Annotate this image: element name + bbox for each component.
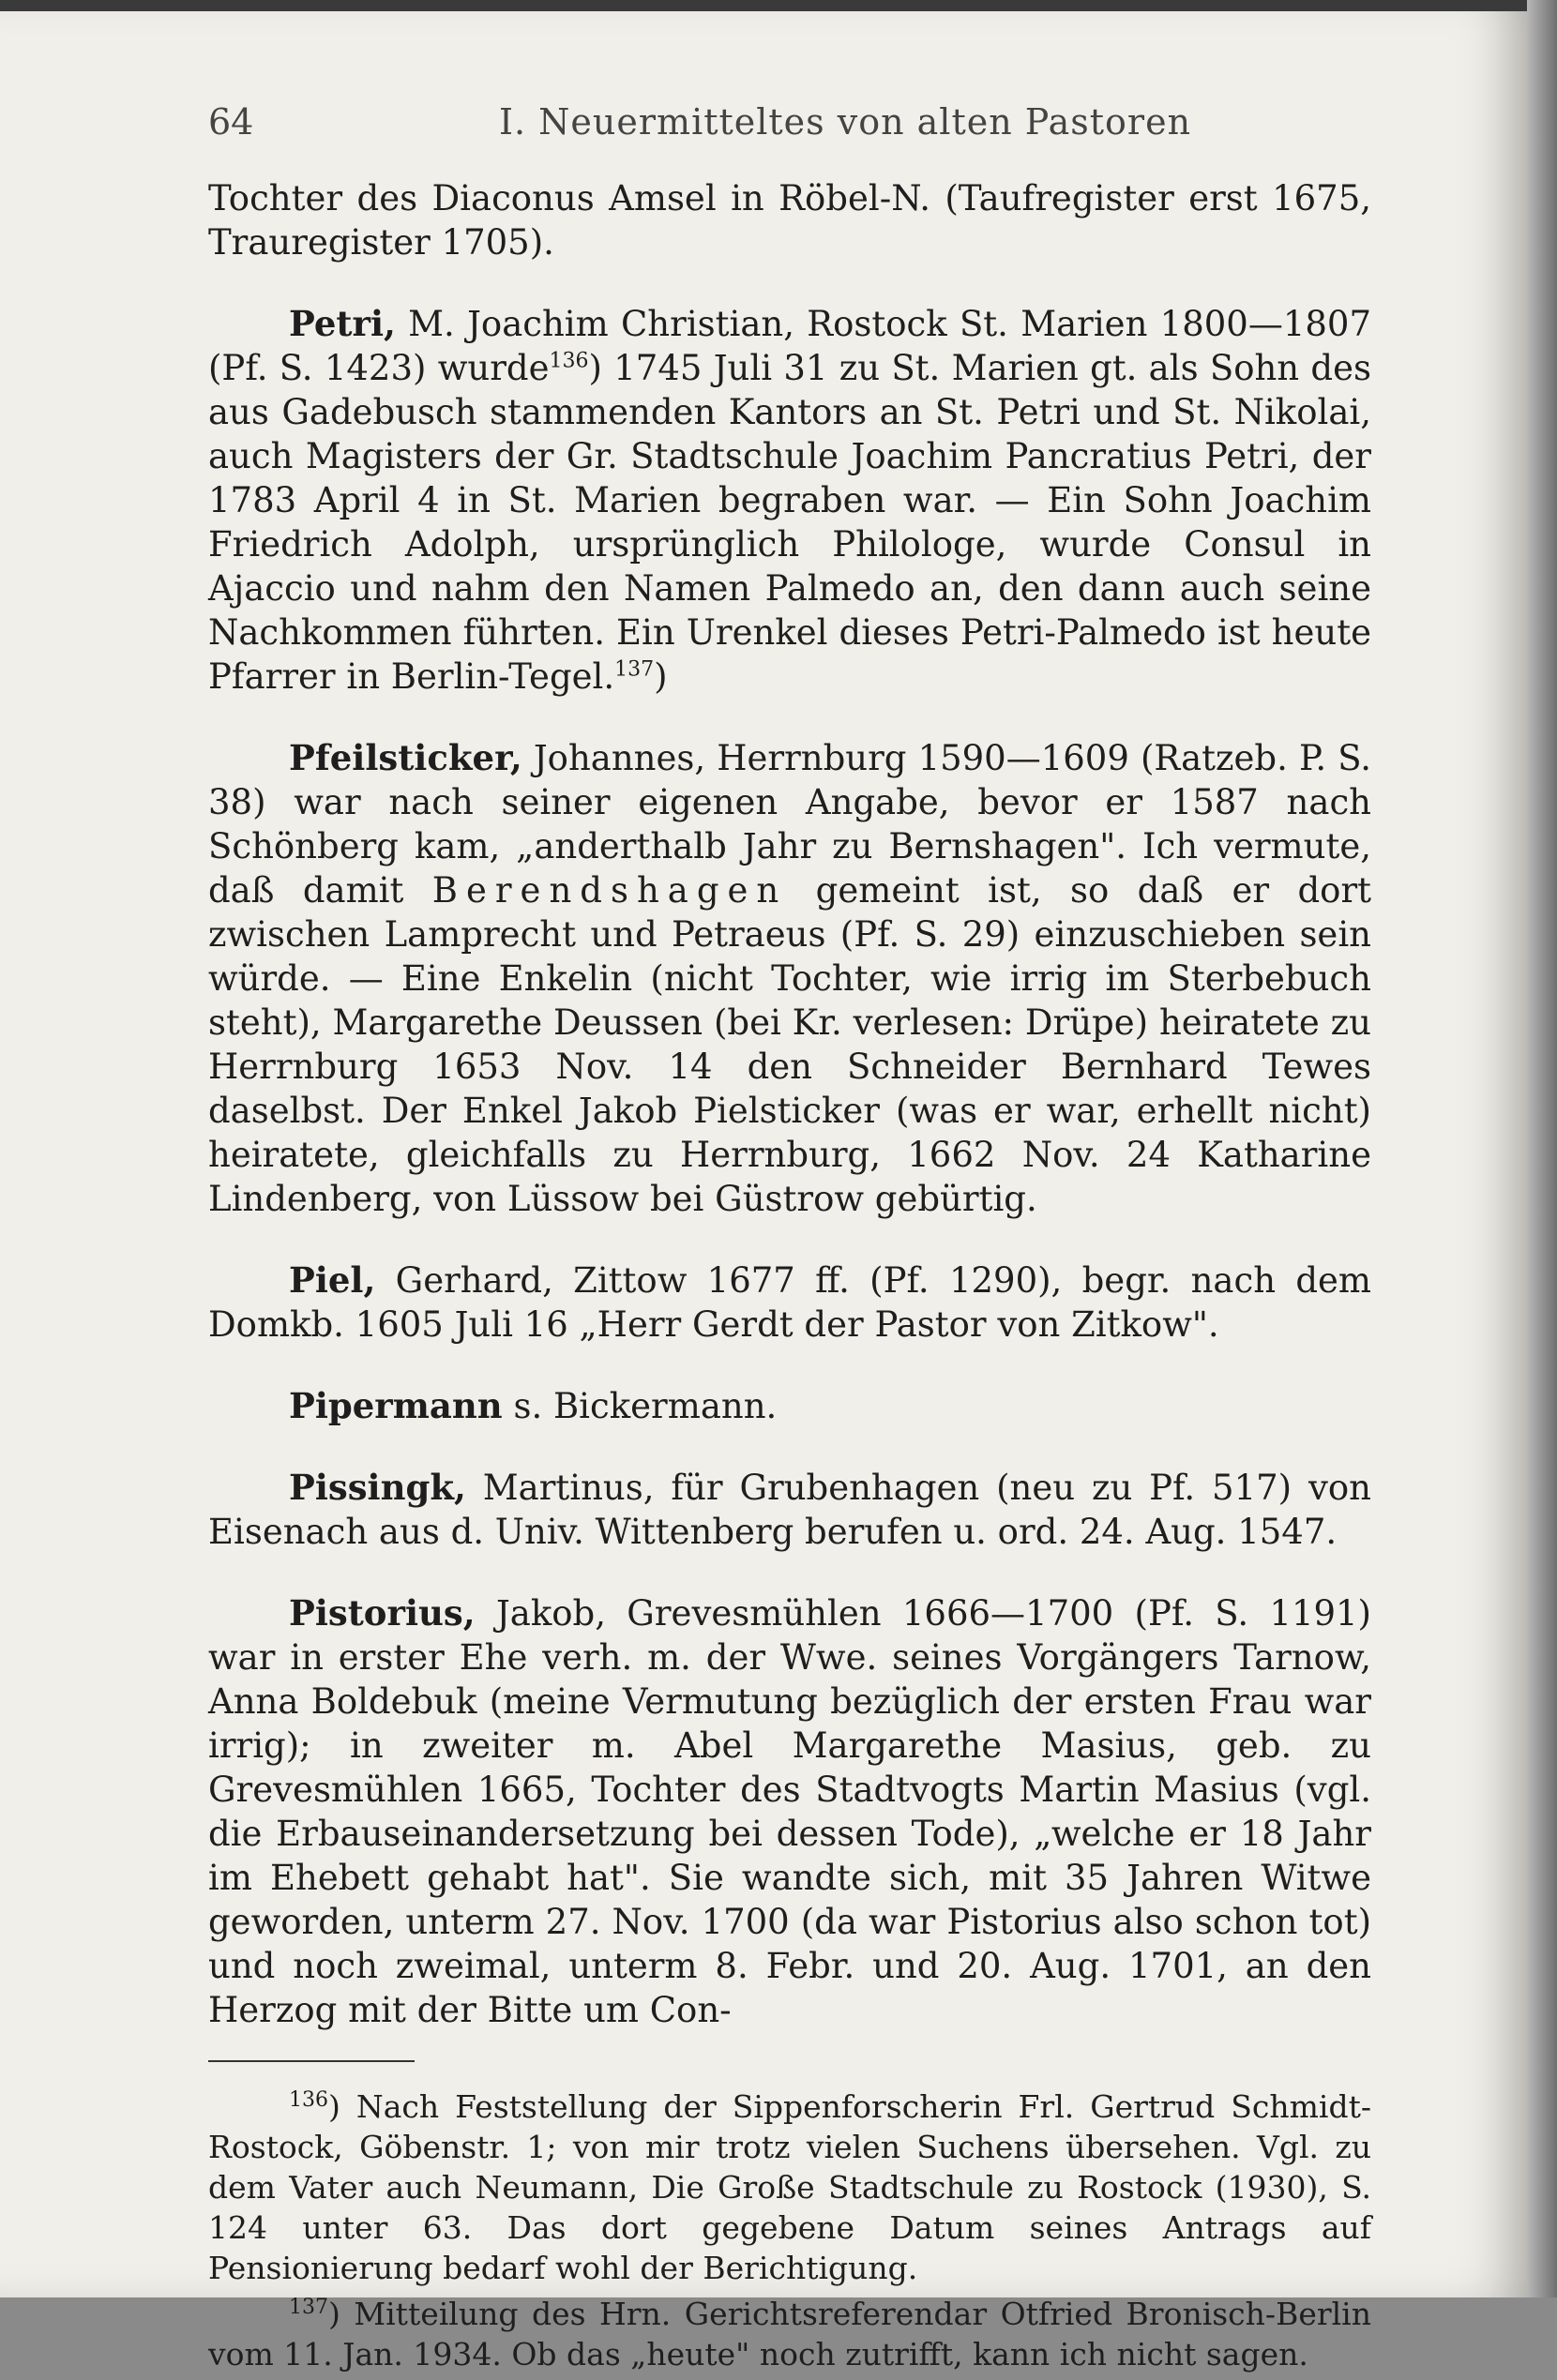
running-title: I. Neuermitteltes von alten Pastoren <box>499 101 1192 143</box>
entry-name: Pissingk, <box>289 1467 466 1508</box>
footnote-number: 136 <box>289 2088 328 2112</box>
entry-name: Pistorius, <box>289 1592 476 1634</box>
entry-name: Pipermann <box>289 1385 503 1426</box>
paragraph-continuation: Tochter des Diaconus Amsel in Röbel-N. (Taufregister erst 1675, Trauregister 1705). <box>208 178 1371 263</box>
footnote-ref: 137 <box>614 657 655 682</box>
entry-text: ) 1745 Juli 31 zu St. Marien gt. als Sohn des aus Gadebusch stammenden Kantors an St. Petri und St. Nikolai, auch Magisters der Gr. Stadtschule Joachim Pancratius Petri, der 1783 April 4 in St. Marien begraben war. — Ein Sohn Joachim Friedrich Adolph, ursprünglich Philologe, wurde Consul in Ajaccio und nahm den Namen Palmedo an, den dann auch seine Nachkommen führten. Ein Urenkel dieses Petri-Palmedo ist heute Pfarrer in Berlin-Tegel. <box>208 348 1371 697</box>
footnote-text: ) Mitteilung des Hrn. Gerichtsreferendar Otfried Bronisch-Berlin vom 11. Jan. 1934. Ob das „heute" noch zutrifft, kann ich nicht sagen. <box>208 2296 1371 2372</box>
entry-pistorius <box>208 1591 1371 2032</box>
entry-text: Gerhard, Zittow 1677 ff. (Pf. 1290), begr. nach dem Domkb. 1605 Juli 16 „Herr Gerdt der Pastor von Zitkow". <box>208 1260 1371 1345</box>
entry-text: Martinus, für Grubenhagen (neu zu Pf. 517) von Eisenach aus d. Univ. Wittenberg berufen u. ord. 24. Aug. 1547. <box>208 1468 1371 1552</box>
footnote-rule <box>208 2060 415 2062</box>
entry-pissingk <box>208 1466 1371 1554</box>
entry-name: Pfeilsticker, <box>289 737 522 778</box>
scan-top-edge <box>0 0 1557 11</box>
entry-name: Piel, <box>289 1259 376 1301</box>
entry-pipermann <box>208 1384 1371 1428</box>
page-number: 64 <box>208 101 254 143</box>
entry-petri <box>208 302 1371 699</box>
entry-name: Petri, <box>289 303 396 344</box>
entry-text: M. Joachim Christian, Rostock St. Marien 1800—1807 (Pf. S. 1423) wurde <box>208 304 1371 388</box>
entry-text: s. Bickermann. <box>502 1386 778 1426</box>
spaced-emphasis: Berendshagen <box>431 870 788 911</box>
page-body <box>208 176 1371 2380</box>
footnote-ref: 136 <box>549 349 589 373</box>
entry-text: Jakob, Grevesmühlen 1666—1700 (Pf. S. 1191) war in erster Ehe verh. m. der Wwe. seines Vorgängers Tarnow, Anna Boldebuk (meine Vermutung bezüglich der ersten Frau war irrig); in zweiter m. Abel Margarethe Masius, geb. zu Grevesmühlen 1665, Tochter des Stadtvogts Martin Masius (vgl. die Erbauseinandersetzung bei dessen Tode), „welche er 18 Jahr im Ehebett gehabt hat". Sie wandte sich, mit 35 Jahren Witwe geworden, unterm 27. Nov. 1700 (da war Pistorius also schon tot) und noch zweimal, unterm 8. Febr. und 20. Aug. 1701, an den Herzog mit der Bitte um Con- <box>208 1593 1371 2030</box>
footnote-136 <box>208 2086 1371 2288</box>
entry-text: ) <box>654 656 668 697</box>
footnote-text: ) Nach Feststellung der Sippenforscherin Frl. Gertrud Schmidt-Rostock, Göbenstr. 1; von mir trotz vielen Suchens übersehen. Vgl. zu dem Vater auch Neumann, Die Große Stadtschule zu Rostock (1930), S. 124 unter 63. Das dort gegebene Datum seines Antrags auf Pensionierung bedarf wohl der Berichtigung. <box>208 2088 1371 2286</box>
footnote-137 <box>208 2294 1371 2374</box>
scan-right-edge <box>1527 0 1557 2297</box>
entry-text: Johannes, Herrnburg 1590—1609 (Ratzeb. P. S. 38) war nach seiner eigenen Angabe, bevor er 1587 nach Schönberg kam, „anderthalb Jahr zu Bernshagen". Ich vermute, daß damit <box>208 738 1371 911</box>
entry-pfeilsticker <box>208 736 1371 1221</box>
footnote-number: 137 <box>289 2296 328 2319</box>
entry-piel <box>208 1258 1371 1347</box>
entry-text: gemeint ist, so daß er dort zwischen Lamprecht und Petraeus (Pf. S. 29) einzuschieben sein würde. — Eine Enkelin (nicht Tochter, wie irrig im Sterbebuch steht), Margarethe Deussen (bei Kr. verlesen: Drüpe) heiratete zu Herrnburg 1653 Nov. 14 den Schneider Bernhard Tewes daselbst. Der Enkel Jakob Pielsticker (was er war, erhellt nicht) heiratete, gleichfalls zu Herrnburg, 1662 Nov. 24 Katharine Lindenberg, von Lüssow bei Güstrow gebürtig. <box>208 870 1371 1219</box>
